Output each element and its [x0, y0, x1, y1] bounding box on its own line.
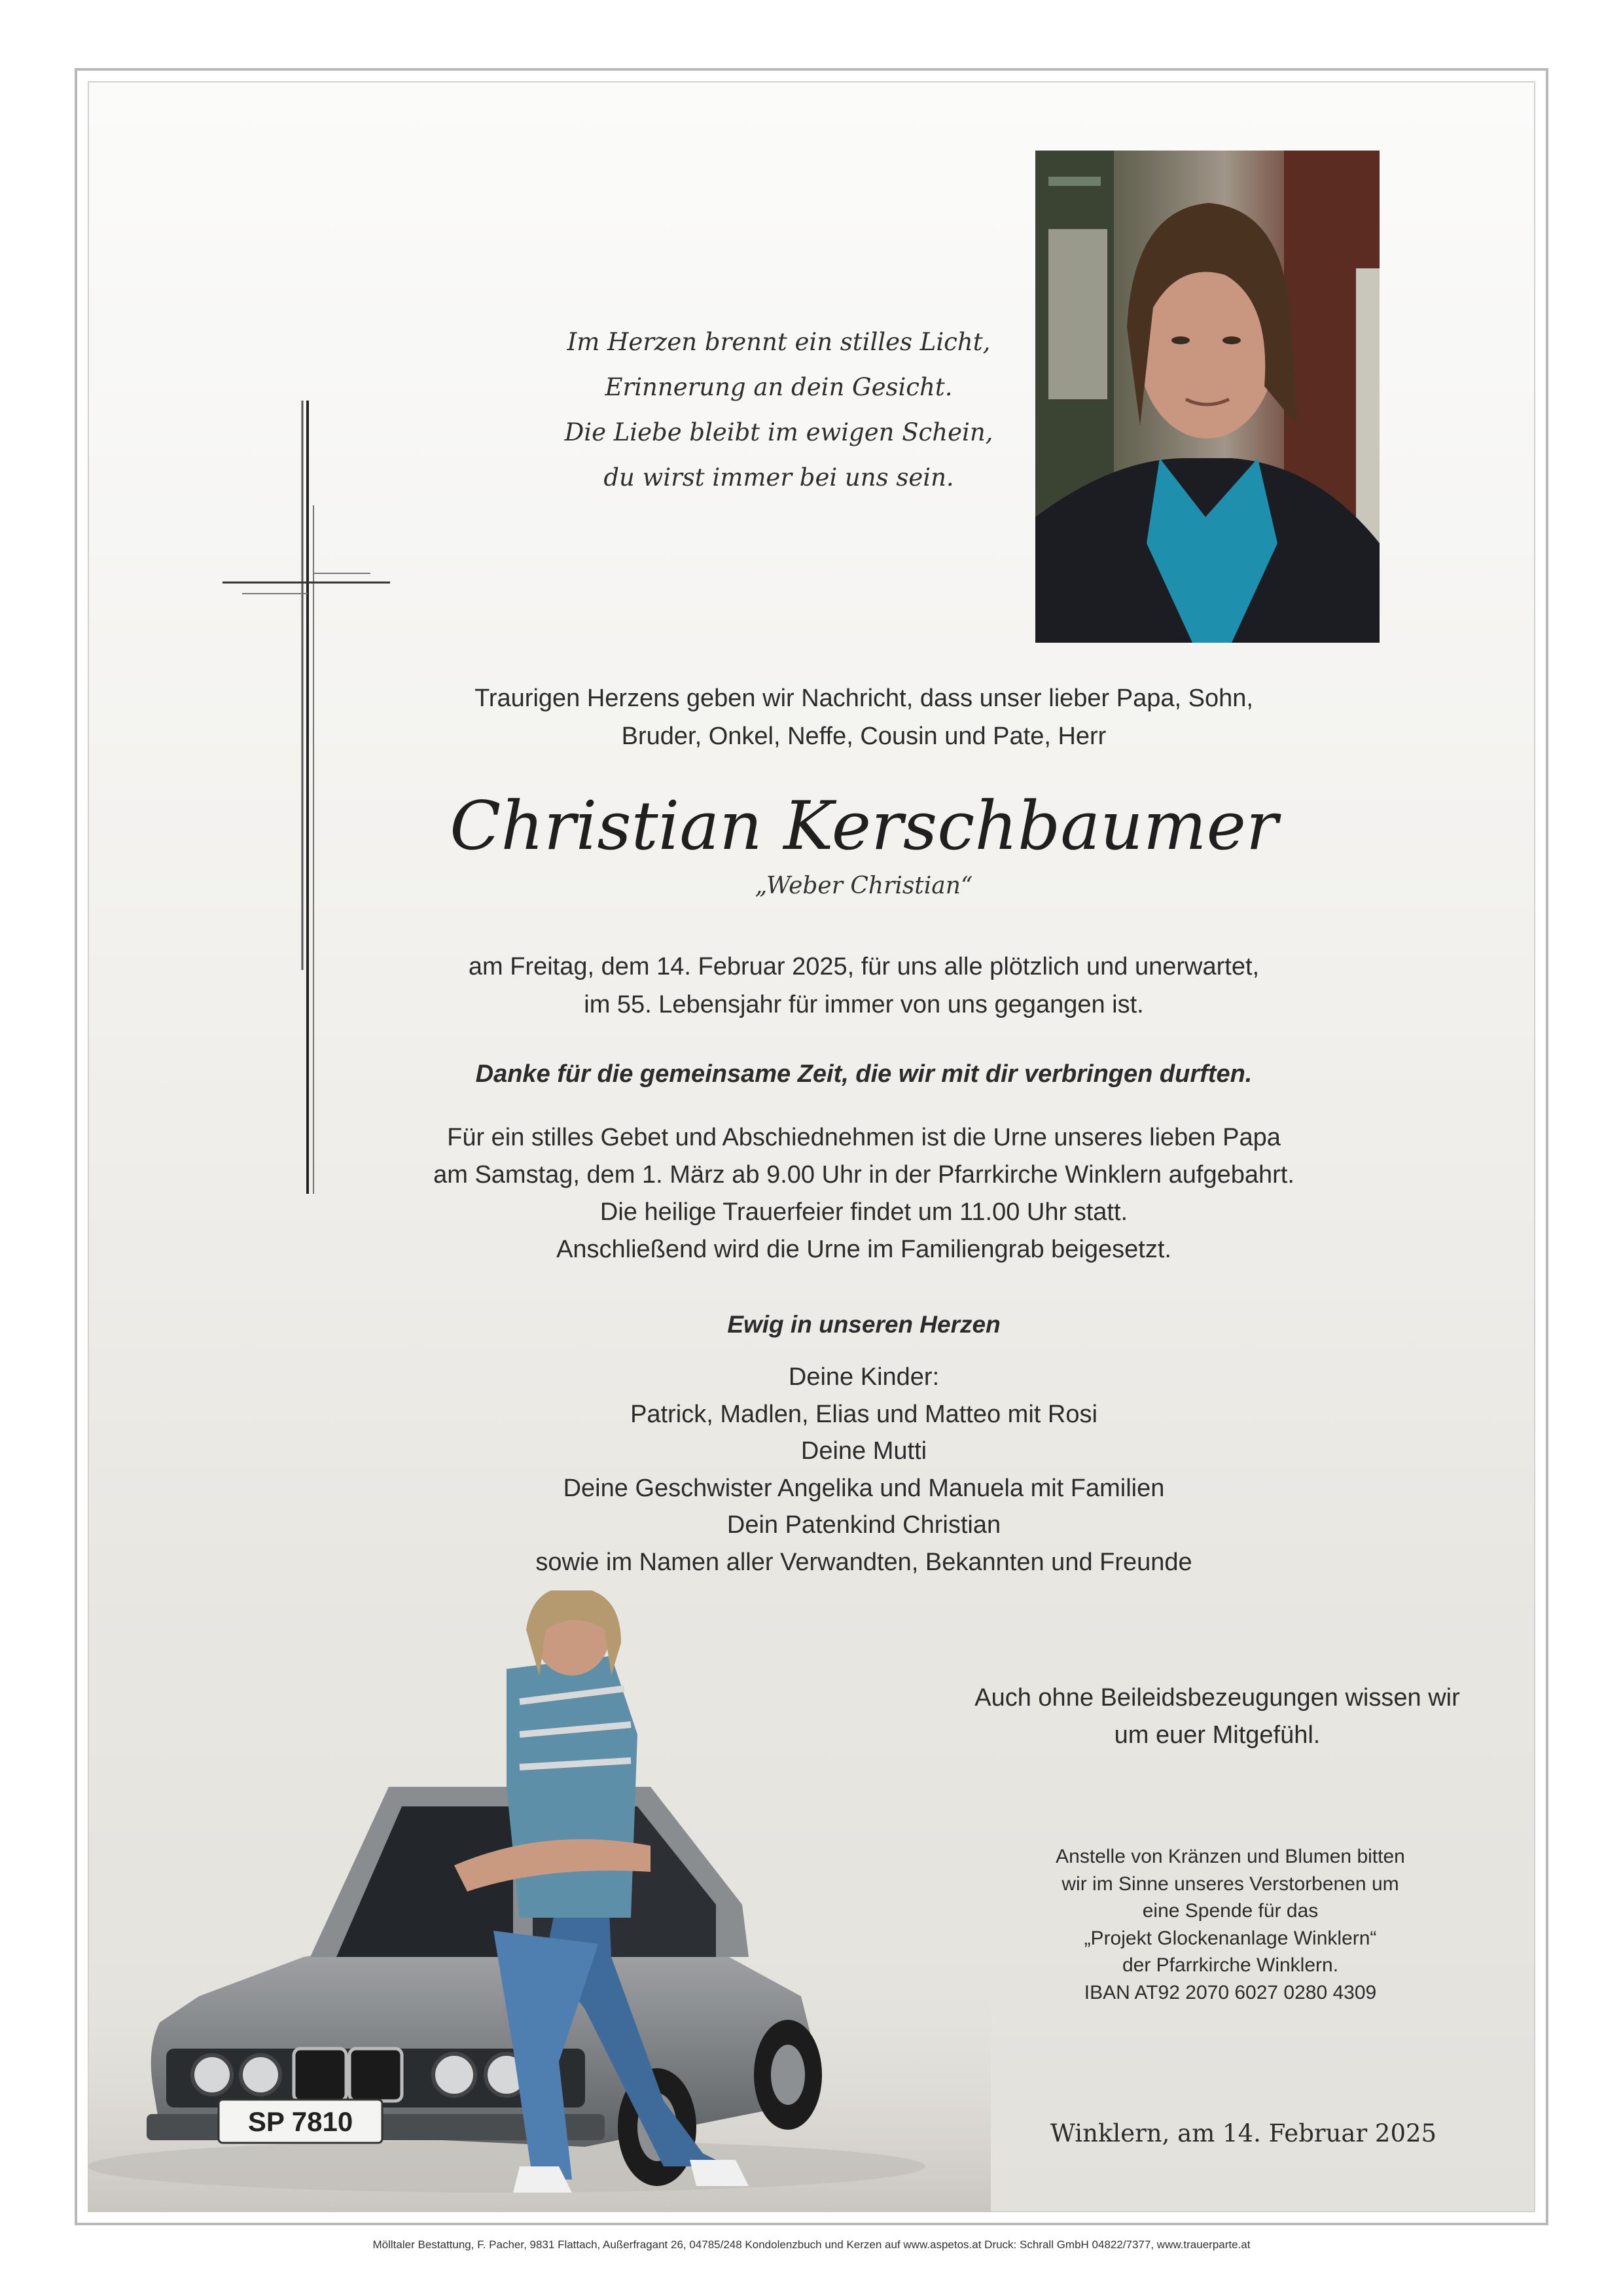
ceremony-line: Anschließend wird die Urne im Familiengrab beigesetzt.	[556, 1236, 1171, 1263]
announcement	[419, 679, 1309, 755]
thanks-line: Danke für die gemeinsame Zeit, die wir mit dir verbringen durften.	[475, 1060, 1253, 1088]
mourners-line: Deine Mutti	[800, 1437, 927, 1465]
donation-iban: IBAN AT92 2070 6027 0280 4309	[1084, 1981, 1377, 2003]
donation-line: der Pfarrkirche Winklern.	[1122, 1954, 1339, 1976]
mourners-line: Patrick, Madlen, Elias und Matteo mit Rosi	[630, 1400, 1097, 1428]
condolence-line: Auch ohne Beileidsbezeugungen wissen wir	[974, 1684, 1460, 1712]
announcement-line: Bruder, Onkel, Neffe, Cousin und Pate, Herr	[621, 723, 1107, 750]
ceremony-line: Die heilige Trauerfeier findet um 11.00 Uhr statt.	[599, 1198, 1128, 1226]
mourners-line: Deine Geschwister Angelika und Manuela mit Familien	[563, 1474, 1165, 1502]
mourners-line: Dein Patenkind Christian	[726, 1511, 1001, 1539]
ceremony-line: am Samstag, dem 1. März ab 9.00 Uhr in der Pfarrkirche Winklern aufgebahrt.	[433, 1161, 1294, 1189]
place-date: Winklern, am 14. Februar 2025	[1050, 2119, 1437, 2147]
portrait-photo	[1035, 151, 1380, 643]
poem	[484, 319, 1073, 500]
forever-heading: Ewig in unseren Herzen	[727, 1311, 1001, 1338]
mourners-list	[419, 1359, 1309, 1581]
ceremony-details	[419, 1119, 1309, 1268]
footer-imprint: Mölltaler Bestattung, F. Pacher, 9831 Flattach, Außerfragant 26, 04785/248 Kondolenzbuch und Kerzen auf www.aspetos.at Druck: Schrall GmbH 04822/7377, www.trauerparte.at	[372, 2238, 1251, 2251]
donation-note	[969, 1843, 1492, 2006]
poem-line: Erinnerung an dein Gesicht.	[605, 373, 953, 401]
announcement-line: Traurigen Herzens geben wir Nachricht, dass unser lieber Papa, Sohn,	[474, 685, 1253, 712]
poem-line: du wirst immer bei uns sein.	[603, 463, 954, 492]
car-photo	[88, 1590, 991, 2212]
donation-line: Anstelle von Kränzen und Blumen bitten	[1056, 1846, 1405, 1867]
mourners-line: sowie im Namen aller Verwandten, Bekannten und Freunde	[535, 1548, 1192, 1576]
donation-line: „Projekt Glockenanlage Winklern“	[1084, 1927, 1377, 1949]
condolence-line: um euer Mitgefühl.	[1114, 1721, 1321, 1749]
death-notice-line: im 55. Lebensjahr für immer von uns gegangen ist.	[584, 991, 1144, 1018]
deceased-nickname: „Weber Christian“	[755, 872, 973, 899]
cross-icon	[216, 393, 399, 1204]
donation-line: eine Spende für das	[1142, 1900, 1319, 1922]
poem-line: Die Liebe bleibt im ewigen Schein,	[564, 418, 993, 446]
donation-line: wir im Sinne unseres Verstorbenen um	[1061, 1873, 1399, 1895]
license-plate: SP 7810	[247, 2106, 353, 2137]
ceremony-line: Für ein stilles Gebet und Abschiednehmen ist die Urne unseres lieben Papa	[447, 1124, 1281, 1151]
death-notice	[419, 948, 1309, 1024]
condolence-note	[916, 1679, 1518, 1754]
deceased-name: Christian Kerschbaumer	[450, 787, 1278, 865]
death-notice-line: am Freitag, dem 14. Februar 2025, für uns alle plötzlich und unerwartet,	[468, 953, 1260, 980]
poem-line: Im Herzen brennt ein stilles Licht,	[567, 328, 991, 356]
mourners-line: Deine Kinder:	[788, 1363, 940, 1391]
